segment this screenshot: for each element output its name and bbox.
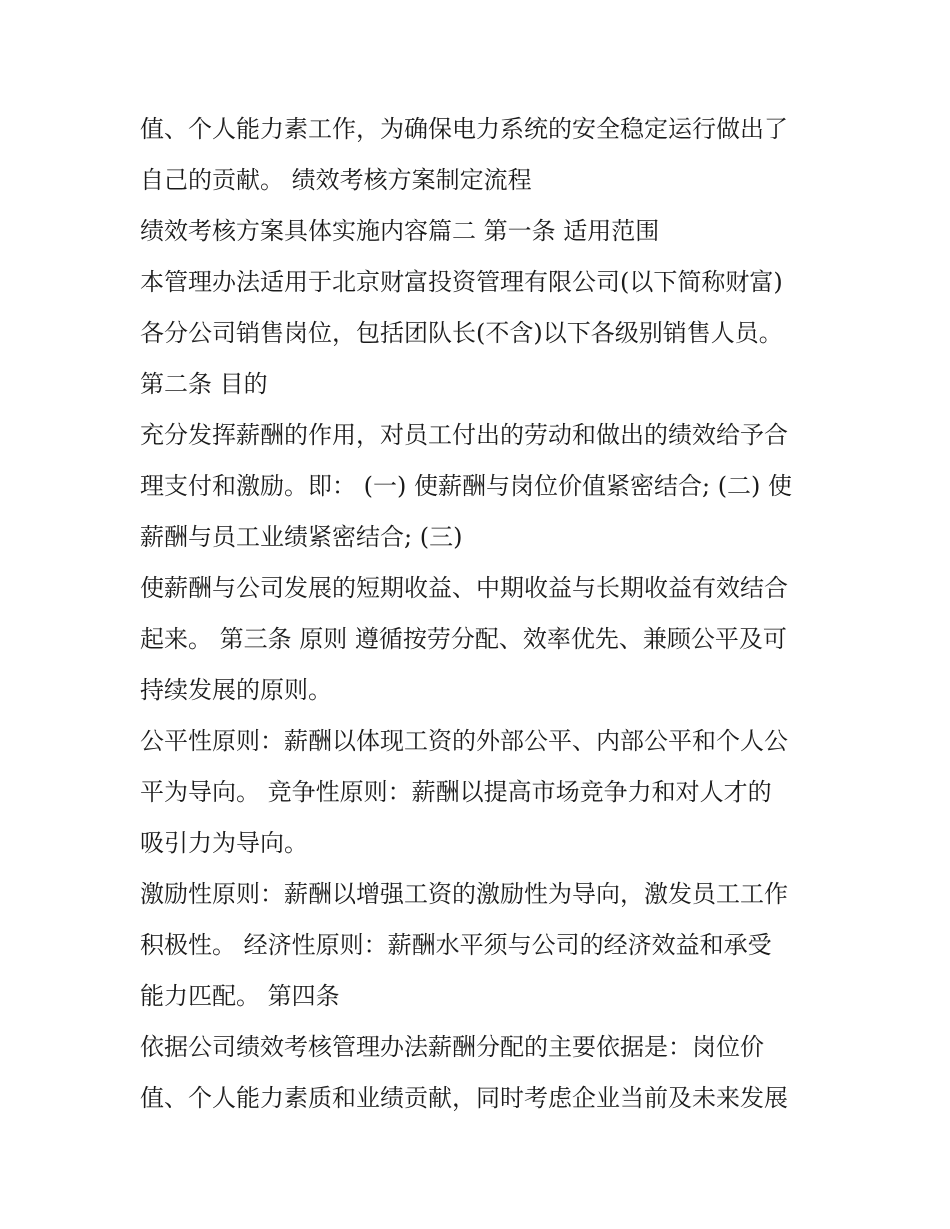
text-line: 各分公司销售岗位，包括团队长(不含)以下各级别销售人员。 [140, 319, 783, 347]
text-line: 平为导向。 竞争性原则：薪酬以提高市场竞争力和对人才的 [140, 778, 772, 806]
text-line: 激励性原则：薪酬以增强工资的激励性为导向，激发员工工作 [140, 880, 788, 908]
text-line: 自己的贡献。 绩效考核方案制定流程 [140, 166, 532, 194]
document-body [140, 104, 820, 1124]
text-line: 使薪酬与公司发展的短期收益、中期收益与长期收益有效结合 [140, 574, 788, 602]
text-line: 第二条 目的 [140, 370, 268, 398]
text-line: 公平性原则：薪酬以体现工资的外部公平、内部公平和个人公 [140, 727, 788, 755]
text-line: 积极性。 经济性原则：薪酬水平须与公司的经济效益和承受 [140, 931, 772, 959]
text-line: 值、个人能力素工作，为确保电力系统的安全稳定运行做出了 [140, 115, 788, 143]
text-line: 绩效考核方案具体实施内容篇二 第一条 适用范围 [140, 217, 660, 245]
text-line: 充分发挥薪酬的作用，对员工付出的劳动和做出的绩效给予合 [140, 421, 788, 449]
text-line: 能力匹配。 第四条 [140, 982, 340, 1010]
text-line: 依据公司绩效考核管理办法薪酬分配的主要依据是：岗位价 [140, 1033, 764, 1061]
text-line: 本管理办法适用于北京财富投资管理有限公司(以下简称财富) [140, 268, 783, 296]
text-line: 薪酬与员工业绩紧密结合; (三) [140, 523, 463, 551]
text-line: 值、个人能力素质和业绩贡献，同时考虑企业当前及未来发展 [140, 1084, 788, 1112]
text-line: 起来。 第三条 原则 遵循按劳分配、效率优先、兼顾公平及可 [140, 625, 787, 653]
text-line: 吸引力为导向。 [140, 829, 308, 857]
text-line: 持续发展的原则。 [140, 676, 332, 704]
text-line: 理支付和激励。即： (一) 使薪酬与岗位价值紧密结合; (二) 使 [140, 472, 793, 500]
